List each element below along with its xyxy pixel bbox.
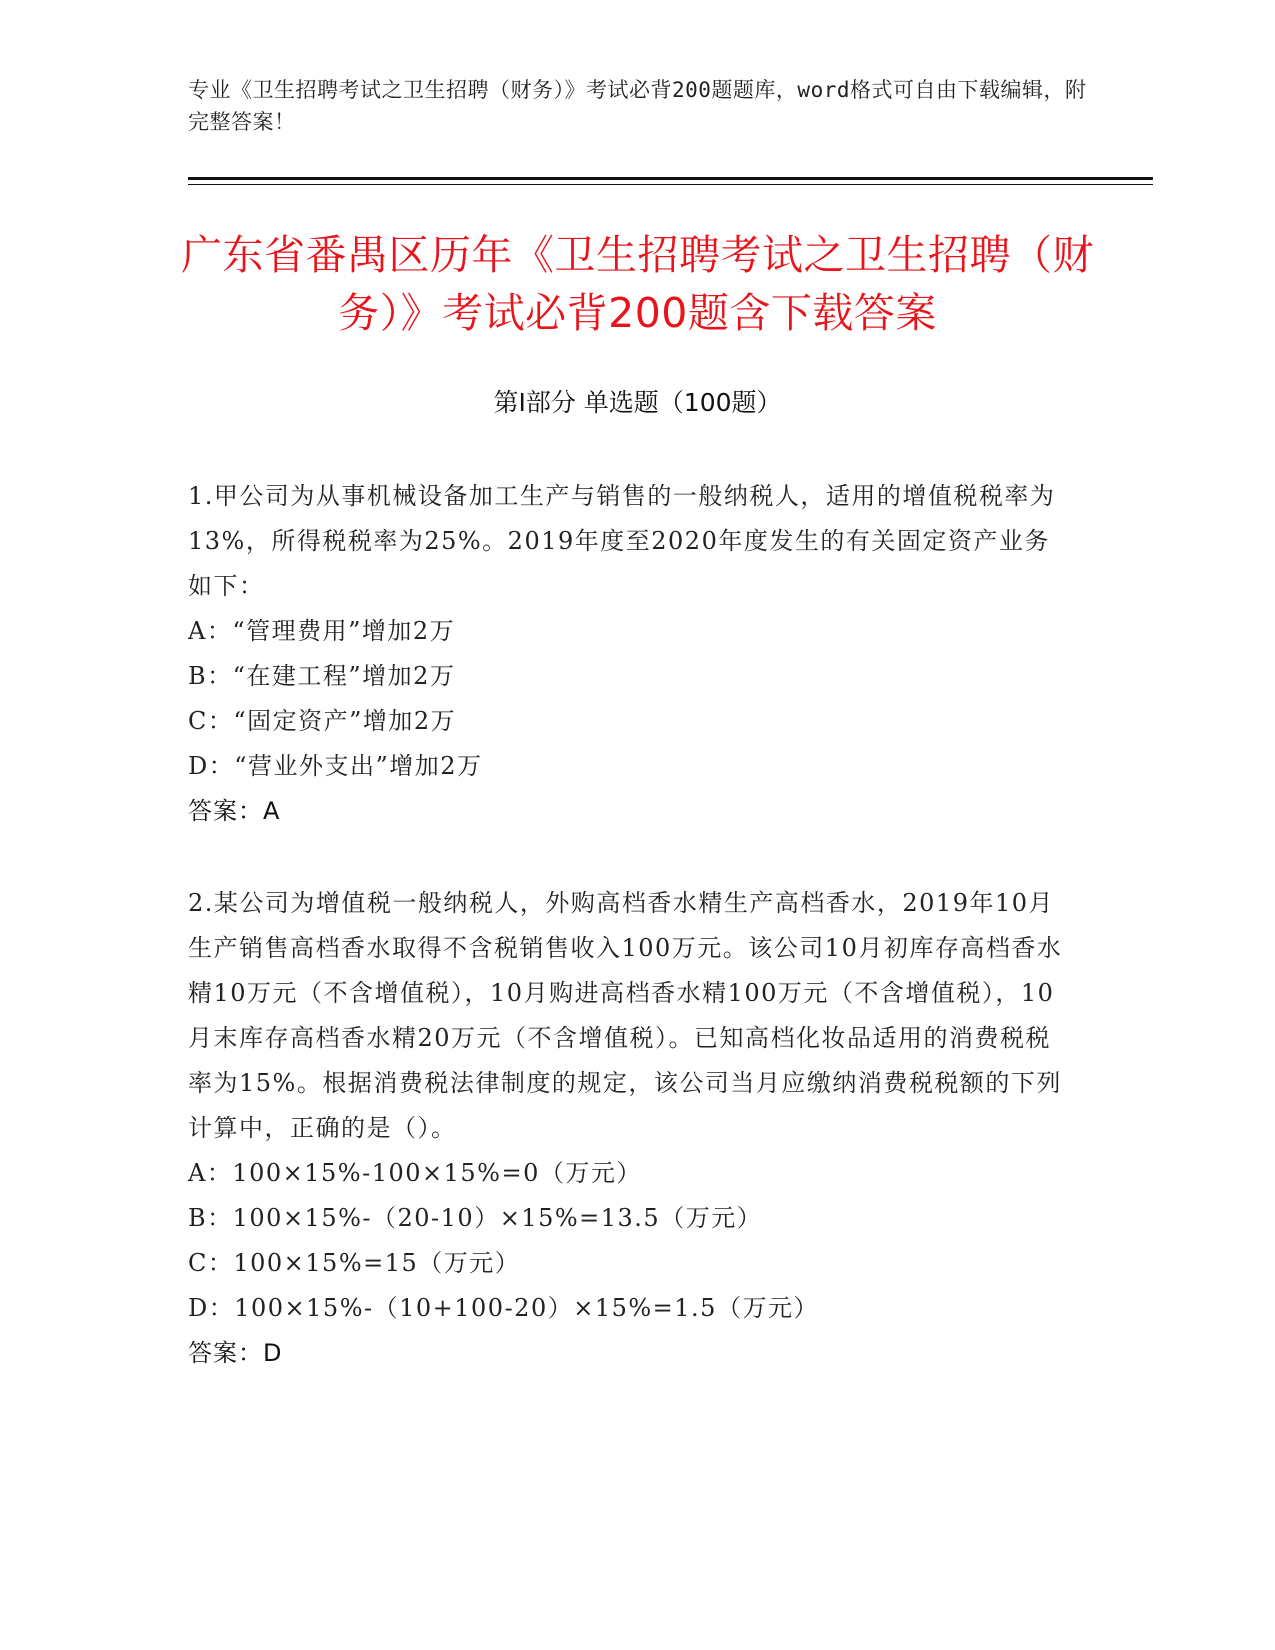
option-a: A：100×15%-100×15%=0（万元） [188,1159,642,1187]
question-1 [188,474,1068,834]
header-divider-thick [188,177,1153,180]
question-stem: 2.某公司为增值税一般纳税人，外购高档香水精生产高档香水，2019年10月生产销售高档香水取得不含税销售收入100万元。该公司10月初库存高档香水精10万元（不含增值税），10月购进高档香水精100万元（不含增值税），10月末库存高档香水精20万元（不含增值税）。已知高档化妆品适用的消费税税率为15%。根据消费税法律制度的规定，该公司当月应缴纳消费税税额的下列计算中，正确的是（）。 [188,889,1063,1142]
option-b: B：100×15%-（20-10）×15%=13.5（万元） [188,1204,763,1232]
option-d: D：“营业外支出”增加2万 [188,752,483,780]
answer: 答案：A [188,797,281,825]
header-note: 专业《卫生招聘考试之卫生招聘（财务）》考试必背200题题库，word格式可自由下载编辑，附完整答案！ [188,78,1087,134]
section-title: 第I部分 单选题（100题） [493,388,782,417]
document-title: 广东省番禺区历年《卫生招聘考试之卫生招聘（财务）》考试必背200题含下载答案 [181,231,1094,337]
answer: 答案：D [188,1339,283,1367]
question-2 [188,881,1068,1376]
header-divider-thin [188,184,1153,185]
option-b: B：“在建工程”增加2万 [188,662,456,690]
question-stem: 1.甲公司为从事机械设备加工生产与销售的一般纳税人，适用的增值税税率为13%，所得税税率为25%。2019年度至2020年度发生的有关固定资产业务如下： [188,482,1056,600]
option-a: A：“管理费用”增加2万 [188,617,456,645]
option-c: C：“固定资产”增加2万 [188,707,457,735]
option-c: C：100×15%=15（万元） [188,1249,521,1277]
option-d: D：100×15%-（10+100-20）×15%=1.5（万元） [188,1294,819,1322]
